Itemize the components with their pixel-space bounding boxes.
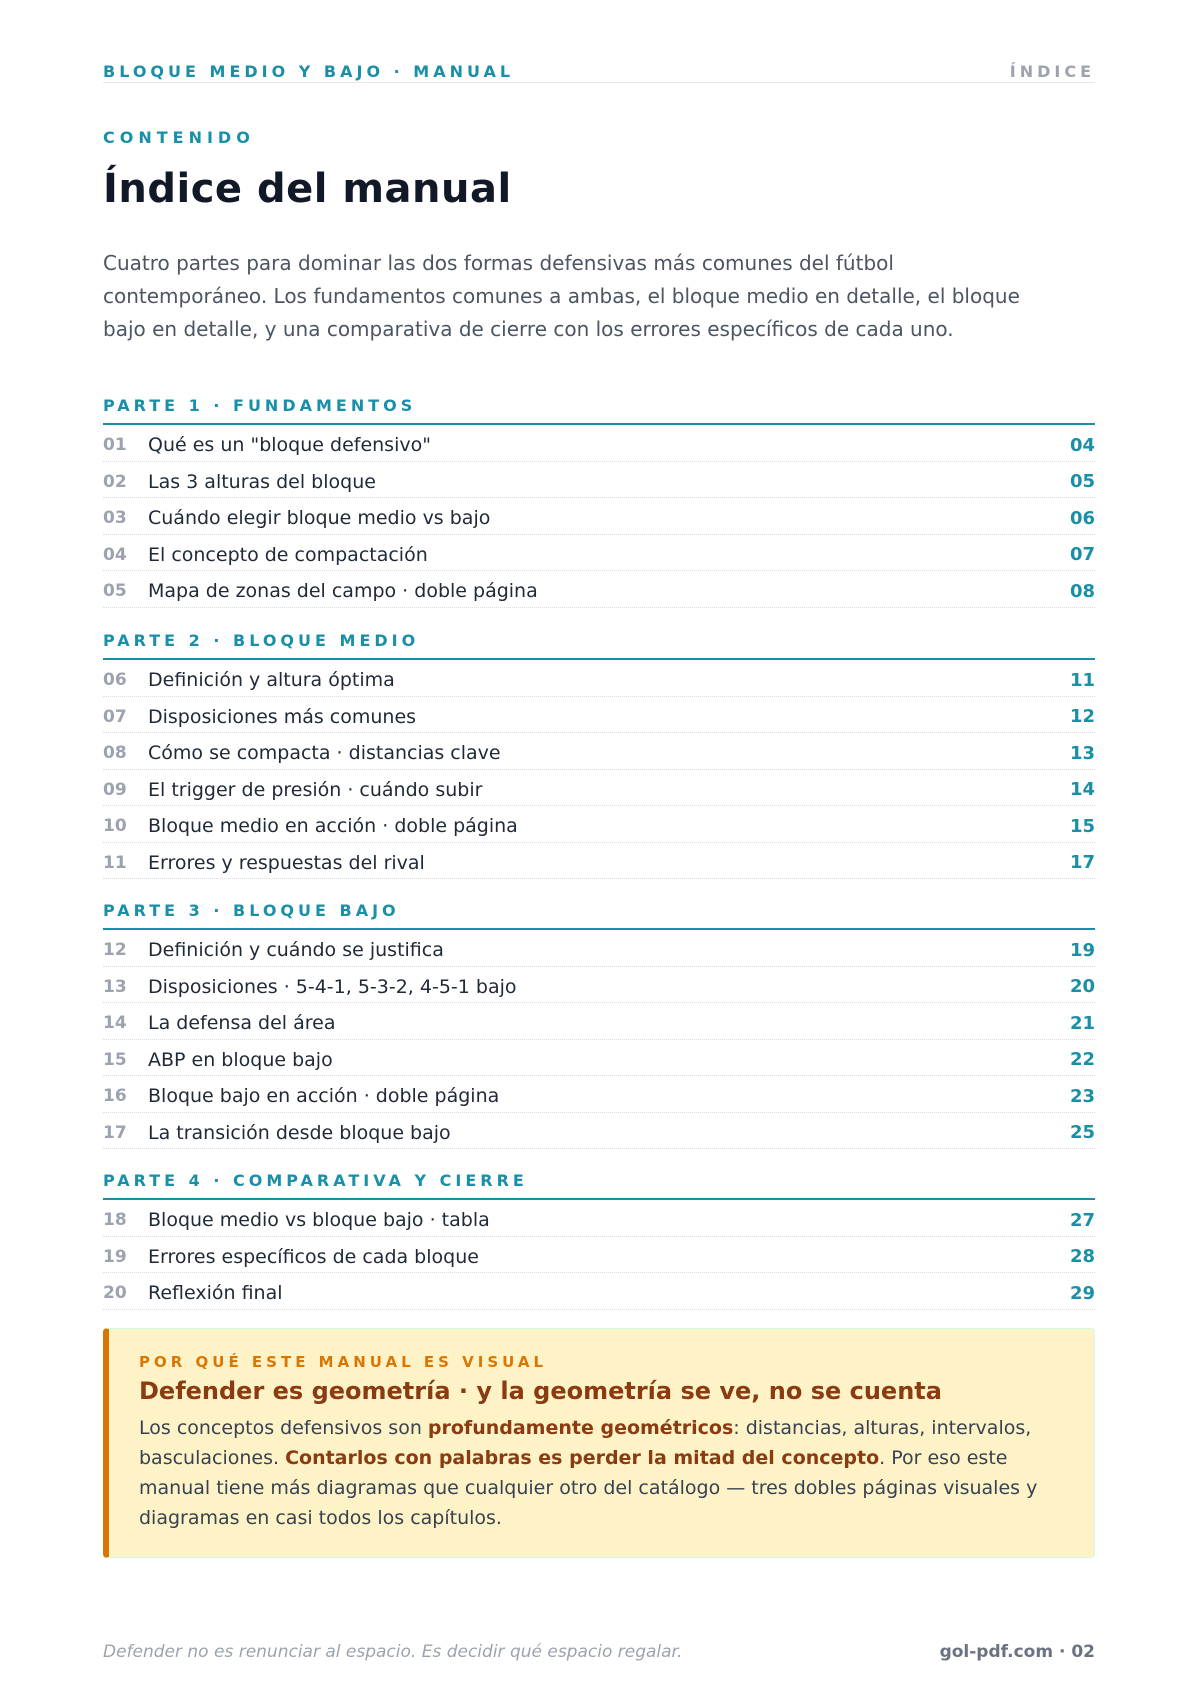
section-heading: PARTE 3 · BLOQUE BAJO: [103, 899, 1095, 930]
toc-row[interactable]: [103, 770, 1095, 807]
callout-box: [103, 1328, 1095, 1558]
entry-title: Mapa de zonas del campo · doble página: [148, 580, 538, 603]
entry-title: Bloque medio vs bloque bajo · tabla: [148, 1209, 490, 1232]
toc-row[interactable]: [103, 425, 1095, 462]
entry-page: 12: [1069, 706, 1095, 728]
entry-title: Disposiciones · 5-4-1, 5-3-2, 4-5-1 bajo: [148, 975, 517, 998]
entry-number: 11: [103, 852, 127, 873]
entry-page: 11: [1069, 669, 1095, 691]
entry-title: Bloque bajo en acción · doble página: [148, 1085, 500, 1108]
entry-page: 06: [1069, 507, 1095, 529]
entry-page: 22: [1069, 1049, 1095, 1071]
entry-title: ABP en bloque bajo: [148, 1048, 333, 1071]
entry-page: 15: [1069, 815, 1095, 837]
entry-title: La transición desde bloque bajo: [148, 1121, 451, 1144]
toc-row[interactable]: [103, 1273, 1095, 1310]
toc-row[interactable]: [103, 498, 1095, 535]
entry-number: 04: [103, 544, 127, 565]
entry-number: 14: [103, 1013, 127, 1034]
toc-row[interactable]: [103, 1003, 1095, 1040]
entry-title: Errores y respuestas del rival: [148, 851, 425, 874]
toc-row[interactable]: [103, 660, 1095, 697]
entry-title: Disposiciones más comunes: [148, 705, 417, 728]
entry-title: Bloque medio en acción · doble página: [148, 815, 518, 838]
callout-kicker: POR QUÉ ESTE MANUAL ES VISUAL: [139, 1353, 548, 1371]
entry-number: 17: [103, 1122, 127, 1143]
entry-page: 07: [1069, 544, 1095, 566]
callout-text: . Por eso este manual tiene más diagramas que cualquier otro del catálogo — tres dobles páginas visuales y diagramas en casi todos los capítulos.: [139, 1447, 1038, 1529]
footer-quote: Defender no es renunciar al espacio. Es decidir qué espacio regalar.: [103, 1642, 683, 1662]
entry-number: 13: [103, 976, 127, 997]
entry-number: 16: [103, 1086, 127, 1107]
entry-page: 20: [1069, 976, 1095, 998]
toc-row[interactable]: [103, 1200, 1095, 1237]
toc-section-part-2: [103, 629, 1095, 879]
entry-number: 08: [103, 743, 127, 764]
toc-row[interactable]: [103, 967, 1095, 1004]
entry-title: Cuándo elegir bloque medio vs bajo: [148, 507, 491, 530]
entry-number: 09: [103, 779, 127, 800]
toc-row[interactable]: [103, 733, 1095, 770]
entry-page: 25: [1069, 1122, 1095, 1144]
entry-page: 08: [1069, 580, 1095, 602]
toc-row[interactable]: [103, 1237, 1095, 1274]
entry-page: 13: [1069, 742, 1095, 764]
toc-row[interactable]: [103, 843, 1095, 880]
entry-number: 06: [103, 670, 127, 691]
entry-page: 23: [1069, 1085, 1095, 1107]
callout-heading: Defender es geometría · y la geometría se ve, no se cuenta: [139, 1377, 942, 1405]
entry-page: 27: [1069, 1209, 1095, 1231]
toc-row[interactable]: [103, 535, 1095, 572]
entry-page: 04: [1069, 434, 1095, 456]
entry-number: 15: [103, 1049, 127, 1070]
callout-text: : distancias, alturas, intervalos, basculaciones.: [139, 1417, 1032, 1469]
entry-number: 05: [103, 581, 127, 602]
footer-brand-page[interactable]: gol-pdf.com · 02: [939, 1642, 1095, 1662]
entry-number: 03: [103, 508, 127, 529]
entry-title: El trigger de presión · cuándo subir: [148, 778, 483, 801]
entry-number: 12: [103, 940, 127, 961]
toc-row[interactable]: [103, 806, 1095, 843]
intro-paragraph: Cuatro partes para dominar las dos formas defensivas más comunes del fútbol contemporáneo. Los fundamentos comunes a ambas, el bloque medio en detalle, el bloque bajo en detalle, y una comparativa de cierre con los errores específicos de cada uno.: [103, 251, 1020, 341]
toc-section-part-1: [103, 394, 1095, 608]
entry-page: 19: [1069, 939, 1095, 961]
toc-row[interactable]: [103, 462, 1095, 499]
toc-row[interactable]: [103, 930, 1095, 967]
entry-title: Errores específicos de cada bloque: [148, 1245, 479, 1268]
toc-section-part-4: [103, 1169, 1095, 1310]
callout-body: [139, 1413, 1064, 1533]
entry-number: 19: [103, 1246, 127, 1267]
toc-row[interactable]: [103, 1040, 1095, 1077]
entry-number: 07: [103, 706, 127, 727]
header-section-label: ÍNDICE: [1009, 62, 1095, 81]
entry-page: 28: [1069, 1246, 1095, 1268]
toc-row[interactable]: [103, 571, 1095, 608]
entry-title: Definición y altura óptima: [148, 669, 395, 692]
entry-title: El concepto de compactación: [148, 543, 428, 566]
entry-title: Cómo se compacta · distancias clave: [148, 742, 501, 765]
toc-section-part-3: [103, 899, 1095, 1149]
callout-emphasis: Contarlos con palabras es perder la mitad del concepto: [285, 1447, 880, 1469]
entry-title: Qué es un "bloque defensivo": [148, 434, 431, 457]
page-title: Índice del manual: [103, 166, 512, 212]
entry-title: La defensa del área: [148, 1012, 336, 1035]
entry-number: 02: [103, 471, 127, 492]
entry-title: Definición y cuándo se justifica: [148, 939, 444, 962]
section-heading: PARTE 4 · COMPARATIVA Y CIERRE: [103, 1169, 1095, 1200]
entry-title: Las 3 alturas del bloque: [148, 470, 376, 493]
callout-emphasis: profundamente geométricos: [427, 1417, 734, 1439]
running-header: [103, 62, 1095, 83]
entry-number: 01: [103, 435, 127, 456]
entry-number: 20: [103, 1283, 127, 1304]
entry-page: 14: [1069, 779, 1095, 801]
entry-page: 17: [1069, 852, 1095, 874]
eyebrow: CONTENIDO: [103, 128, 255, 147]
entry-number: 10: [103, 816, 127, 837]
page-footer: [103, 1642, 1095, 1662]
toc-row[interactable]: [103, 1113, 1095, 1150]
section-heading: PARTE 1 · FUNDAMENTOS: [103, 394, 1095, 425]
toc-row[interactable]: [103, 697, 1095, 734]
callout-text: Los conceptos defensivos son: [139, 1417, 428, 1439]
entry-page: 05: [1069, 471, 1095, 493]
entry-page: 21: [1069, 1012, 1095, 1034]
entry-title: Reflexión final: [148, 1282, 283, 1305]
section-heading: PARTE 2 · BLOQUE MEDIO: [103, 629, 1095, 660]
header-manual-title: BLOQUE MEDIO Y BAJO · MANUAL: [103, 62, 515, 81]
entry-number: 18: [103, 1210, 127, 1231]
toc-row[interactable]: [103, 1076, 1095, 1113]
entry-page: 29: [1069, 1282, 1095, 1304]
